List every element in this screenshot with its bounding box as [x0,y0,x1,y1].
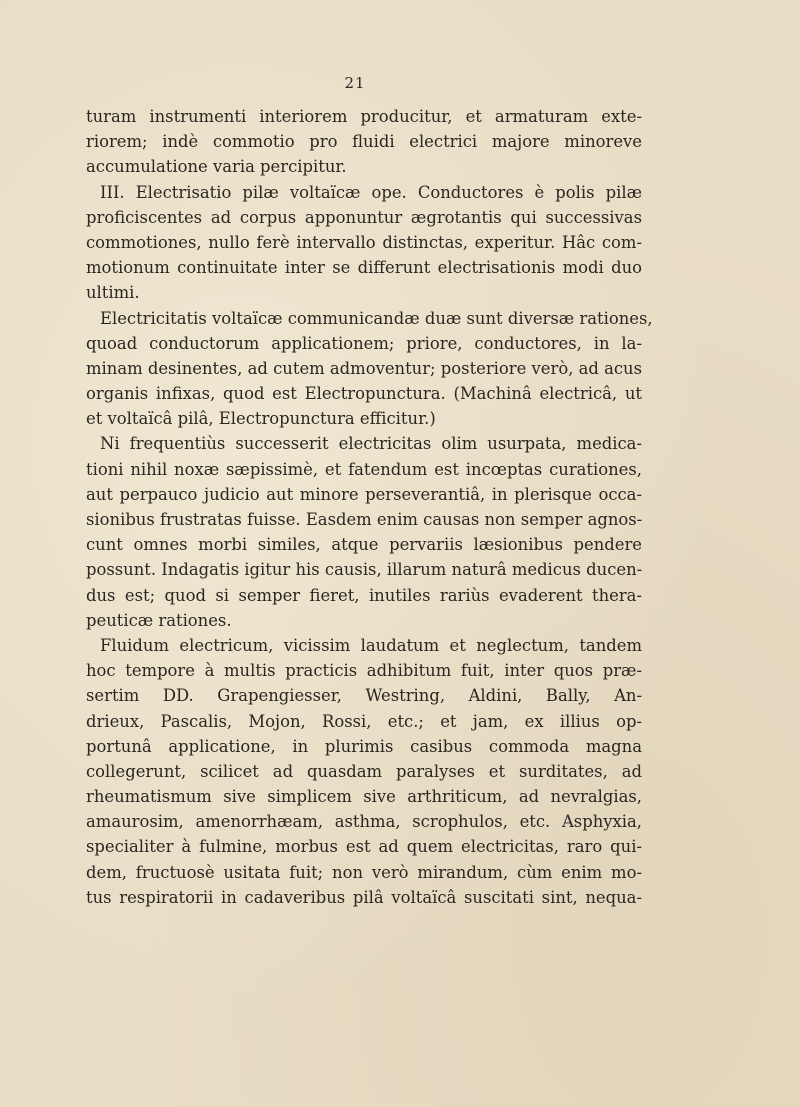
text-line: turam instrumenti interiorem producitur, et armaturam exte- [86,107,642,126]
text-line: ultimi. [86,283,140,303]
body-text [86,104,653,910]
text-line: riorem; indè commotio pro fluidi electrici majore minoreve [86,132,642,152]
text-line: amaurosim, amenorrhæam, asthma, scrophulos, etc. Asphyxia, [86,812,642,832]
text-line: portunâ applicatione, in plurimis casibus commoda magna [86,736,642,756]
text-line: organis infixas, quod est Electropunctura. (Machinâ electricâ, ut [86,384,642,404]
text-line: proficiscentes ad corpus apponuntur ægrotantis qui successivas [86,207,642,227]
text-line: sionibus frustratas fuisse. Easdem enim causas non semper agnos- [86,510,643,529]
text-line: tioni nihil noxæ sæpissimè, et fatendum est incœptas curationes, [86,459,642,479]
text-line: accumulatione varia percipitur. [86,157,347,177]
text-line: specialiter à fulmine, morbus est ad quem electricitas, raro qui- [86,837,642,857]
text-line: collegerunt, scilicet ad quasdam paralyses et surditates, ad [86,761,642,781]
text-line: rheumatismum sive simplicem sive arthriticum, ad nevralgias, [86,787,642,807]
text-line: commotiones, nullo ferè intervallo distinctas, experitur. Hâc com- [86,232,642,252]
text-line: quoad conductorum applicationem; priore, conductores, in la- [86,333,642,353]
text-line: dus est; quod si semper fieret, inutiles rariùs evaderent thera- [86,585,642,605]
text-line: et voltaïcâ pilâ, Electropunctura efficitur.) [86,409,436,429]
text-line: dem, fructuosè usitata fuit; non verò mirandum, cùm enim mo- [86,862,642,882]
text-line: Electricitatis voltaïcæ communicandæ duæ sunt diversæ rationes, [100,308,653,328]
text-line: minam desinentes, ad cutem admoventur; posteriore verò, ad acus [86,358,643,378]
text-line: cunt omnes morbi similes, atque pervariis læsionibus pendere [86,535,642,555]
text-line: Ni frequentiùs successerit electricitas olim usurpata, medica- [100,434,642,454]
text-line: drieux, Pascalis, Mojon, Rossi, etc.; et jam, ex illius op- [86,711,642,731]
text-line: possunt. Indagatis igitur his causis, illarum naturâ medicus ducen- [86,560,643,580]
text-line: III. Electrisatio pilæ voltaïcæ ope. Conductores è polis pilæ [100,182,642,202]
page-number: 21 [344,74,366,92]
text-line: peuticæ rationes. [86,610,232,630]
text-line: Fluidum electricum, vicissim laudatum et neglectum, tandem [100,635,642,655]
text-line: hoc tempore à multis practicis adhibitum fuit, inter quos præ- [86,661,642,681]
text-line: sertim DD. Grapengiesser, Westring, Aldini, Bally, An- [86,686,642,706]
text-line: motionum continuitate inter se differunt electrisationis modi duo [86,258,642,278]
text-line: aut perpauco judicio aut minore perseverantiâ, in plerisque occa- [86,484,642,504]
text-line: tus respiratorii in cadaveribus pilâ voltaïcâ suscitati sint, nequa- [86,887,642,907]
